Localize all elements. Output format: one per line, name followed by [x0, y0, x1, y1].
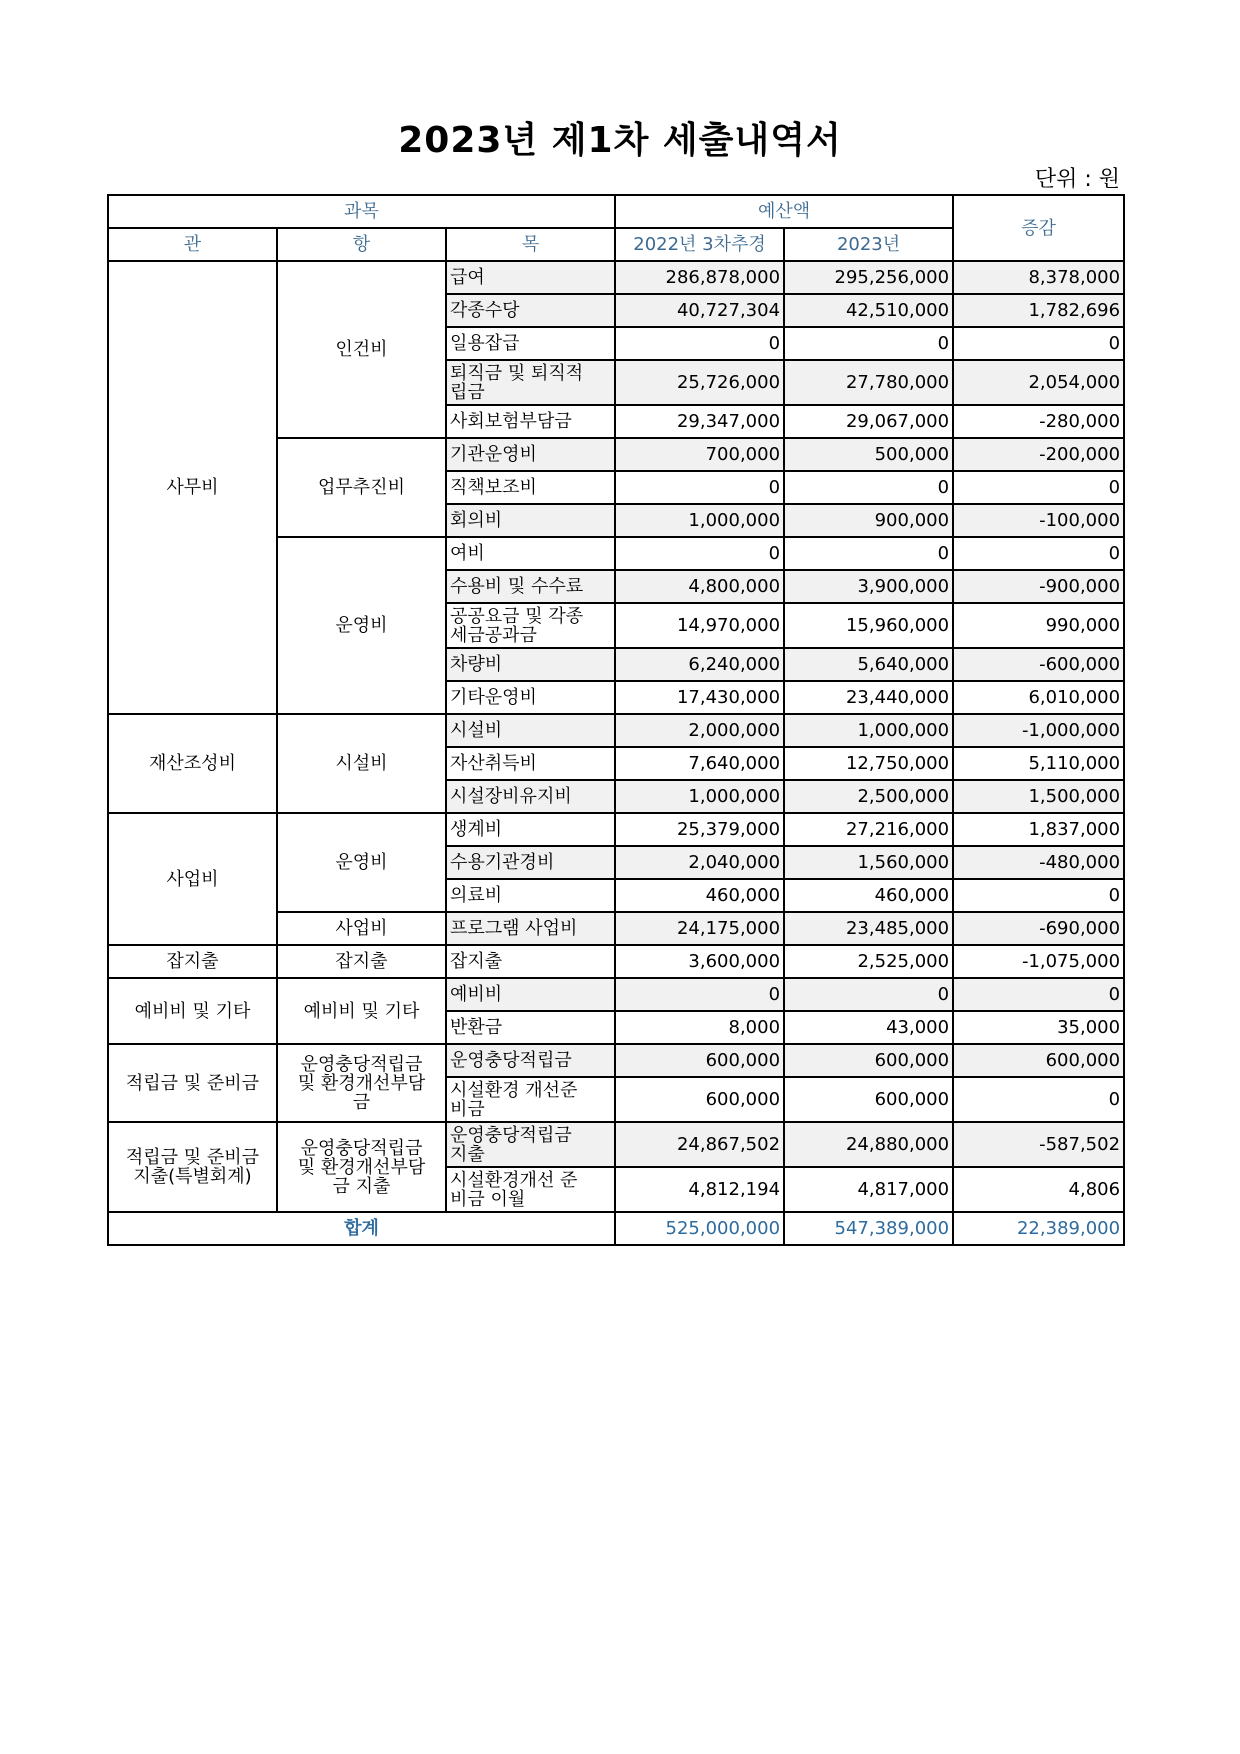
hang-line: 및 환경개선부담 — [297, 1156, 426, 1178]
prev-value: 6,240,000 — [615, 648, 784, 681]
total-prev: 525,000,000 — [615, 1212, 784, 1245]
header-budget: 예산액 — [615, 195, 953, 228]
curr-value: 600,000 — [784, 1077, 953, 1122]
table-row — [108, 261, 1124, 294]
curr-value: 24,880,000 — [784, 1122, 953, 1167]
gwan-line: 지출(특별회계) — [133, 1166, 252, 1187]
curr-value: 500,000 — [784, 438, 953, 471]
prev-value: 4,800,000 — [615, 570, 784, 603]
mok-cell: 자산취득비 — [446, 747, 615, 780]
mok-line: 운영충당적립금 — [450, 1124, 572, 1146]
total-row — [108, 1212, 1124, 1245]
mok-cell: 기관운영비 — [446, 438, 615, 471]
mok-cell: 여비 — [446, 537, 615, 570]
curr-value: 15,960,000 — [784, 603, 953, 648]
diff-value: 0 — [953, 879, 1124, 912]
diff-value: 8,378,000 — [953, 261, 1124, 294]
header-gwamok: 과목 — [108, 195, 615, 228]
mok-cell: 예비비 — [446, 978, 615, 1011]
gwan-line: 적립금 및 준비금 — [125, 1147, 260, 1168]
diff-value: -587,502 — [953, 1122, 1124, 1167]
gwan-cell: 사업비 — [108, 813, 277, 945]
table-row — [108, 1122, 1124, 1167]
curr-value: 27,780,000 — [784, 360, 953, 405]
mok-cell: 차량비 — [446, 648, 615, 681]
prev-value: 4,812,194 — [615, 1167, 784, 1212]
prev-value: 29,347,000 — [615, 405, 784, 438]
hang-line: 운영충당적립금 — [300, 1053, 423, 1075]
mok-line: 퇴직금 및 퇴직적 — [450, 362, 584, 384]
hang-cell: 시설비 — [277, 714, 446, 813]
prev-value: 40,727,304 — [615, 294, 784, 327]
curr-value: 0 — [784, 327, 953, 360]
mok-line: 세금공과금 — [450, 624, 537, 646]
curr-value: 27,216,000 — [784, 813, 953, 846]
hang-line: 금 — [352, 1091, 371, 1113]
prev-value: 0 — [615, 537, 784, 570]
diff-value: 1,782,696 — [953, 294, 1124, 327]
diff-value: -900,000 — [953, 570, 1124, 603]
curr-value: 0 — [784, 537, 953, 570]
mok-cell: 반환금 — [446, 1011, 615, 1044]
mok-cell — [446, 603, 615, 648]
diff-value: -690,000 — [953, 912, 1124, 945]
hang-cell: 운영비 — [277, 537, 446, 714]
mok-line: 공공요금 및 각종 — [450, 605, 584, 627]
header-change: 증감 — [953, 195, 1124, 261]
table-row — [108, 945, 1124, 978]
curr-value: 42,510,000 — [784, 294, 953, 327]
header-col-prev: 2022년 3차추경 — [615, 228, 784, 261]
total-curr: 547,389,000 — [784, 1212, 953, 1245]
gwan-cell: 사무비 — [108, 261, 277, 714]
gwan-cell — [108, 1122, 277, 1212]
mok-cell: 기타운영비 — [446, 681, 615, 714]
header-mok: 목 — [446, 228, 615, 261]
prev-value: 14,970,000 — [615, 603, 784, 648]
diff-value: 0 — [953, 978, 1124, 1011]
mok-cell: 프로그램 사업비 — [446, 912, 615, 945]
prev-value: 3,600,000 — [615, 945, 784, 978]
prev-value: 25,379,000 — [615, 813, 784, 846]
curr-value: 12,750,000 — [784, 747, 953, 780]
diff-value: -200,000 — [953, 438, 1124, 471]
prev-value: 24,175,000 — [615, 912, 784, 945]
diff-value: -600,000 — [953, 648, 1124, 681]
gwan-cell: 예비비 및 기타 — [108, 978, 277, 1044]
diff-value: 0 — [953, 537, 1124, 570]
hang-cell: 운영비 — [277, 813, 446, 912]
expense-table — [107, 194, 1125, 1246]
diff-value: 4,806 — [953, 1167, 1124, 1212]
diff-value: -1,000,000 — [953, 714, 1124, 747]
curr-value: 0 — [784, 978, 953, 1011]
curr-value: 2,525,000 — [784, 945, 953, 978]
diff-value: -480,000 — [953, 846, 1124, 879]
curr-value: 2,500,000 — [784, 780, 953, 813]
mok-cell: 수용기관경비 — [446, 846, 615, 879]
table-row — [108, 978, 1124, 1011]
hang-cell: 예비비 및 기타 — [277, 978, 446, 1044]
curr-value: 900,000 — [784, 504, 953, 537]
diff-value: 600,000 — [953, 1044, 1124, 1077]
mok-line: 지출 — [450, 1143, 485, 1165]
diff-value: 5,110,000 — [953, 747, 1124, 780]
mok-cell — [446, 360, 615, 405]
header-col-curr: 2023년 — [784, 228, 953, 261]
diff-value: 990,000 — [953, 603, 1124, 648]
mok-cell — [446, 1167, 615, 1212]
curr-value: 4,817,000 — [784, 1167, 953, 1212]
table-row — [108, 714, 1124, 747]
prev-value: 2,040,000 — [615, 846, 784, 879]
curr-value: 295,256,000 — [784, 261, 953, 294]
hang-line: 및 환경개선부담 — [297, 1072, 426, 1094]
diff-value: -280,000 — [953, 405, 1124, 438]
hang-cell — [277, 1044, 446, 1122]
mok-cell: 잡지출 — [446, 945, 615, 978]
mok-cell: 일용잡급 — [446, 327, 615, 360]
total-diff: 22,389,000 — [953, 1212, 1124, 1245]
mok-line: 시설환경개선 준 — [450, 1169, 578, 1191]
prev-value: 0 — [615, 327, 784, 360]
prev-value: 0 — [615, 978, 784, 1011]
prev-value: 1,000,000 — [615, 780, 784, 813]
curr-value: 0 — [784, 471, 953, 504]
curr-value: 23,485,000 — [784, 912, 953, 945]
mok-cell — [446, 1077, 615, 1122]
prev-value: 17,430,000 — [615, 681, 784, 714]
prev-value: 25,726,000 — [615, 360, 784, 405]
curr-value: 460,000 — [784, 879, 953, 912]
diff-value: -1,075,000 — [953, 945, 1124, 978]
gwan-cell: 잡지출 — [108, 945, 277, 978]
diff-value: -100,000 — [953, 504, 1124, 537]
mok-cell: 시설장비유지비 — [446, 780, 615, 813]
hang-cell — [277, 1122, 446, 1212]
prev-value: 600,000 — [615, 1077, 784, 1122]
prev-value: 8,000 — [615, 1011, 784, 1044]
diff-value: 1,500,000 — [953, 780, 1124, 813]
hang-cell: 인건비 — [277, 261, 446, 438]
diff-value: 2,054,000 — [953, 360, 1124, 405]
hang-cell: 업무추진비 — [277, 438, 446, 537]
diff-value: 6,010,000 — [953, 681, 1124, 714]
prev-value: 2,000,000 — [615, 714, 784, 747]
prev-value: 700,000 — [615, 438, 784, 471]
hang-cell: 사업비 — [277, 912, 446, 945]
gwan-cell: 적립금 및 준비금 — [108, 1044, 277, 1122]
mok-cell: 생계비 — [446, 813, 615, 846]
page-title: 2023년 제1차 세출내역서 — [398, 120, 842, 161]
mok-cell — [446, 1122, 615, 1167]
mok-line: 비금 이월 — [450, 1188, 526, 1210]
prev-value: 600,000 — [615, 1044, 784, 1077]
prev-value: 460,000 — [615, 879, 784, 912]
diff-value: 1,837,000 — [953, 813, 1124, 846]
diff-value: 35,000 — [953, 1011, 1124, 1044]
prev-value: 24,867,502 — [615, 1122, 784, 1167]
mok-cell: 각종수당 — [446, 294, 615, 327]
mok-cell: 수용비 및 수수료 — [446, 570, 615, 603]
mok-line: 시설환경 개선준 — [450, 1079, 578, 1101]
mok-cell: 사회보험부담금 — [446, 405, 615, 438]
header-hang: 항 — [277, 228, 446, 261]
gwan-cell: 재산조성비 — [108, 714, 277, 813]
mok-cell: 운영충당적립금 — [446, 1044, 615, 1077]
unit-label: 단위 : 원 — [1034, 167, 1120, 192]
curr-value: 3,900,000 — [784, 570, 953, 603]
prev-value: 7,640,000 — [615, 747, 784, 780]
diff-value: 0 — [953, 327, 1124, 360]
hang-cell: 잡지출 — [277, 945, 446, 978]
curr-value: 43,000 — [784, 1011, 953, 1044]
hang-line: 금 지출 — [332, 1175, 391, 1197]
diff-value: 0 — [953, 1077, 1124, 1122]
mok-cell: 직책보조비 — [446, 471, 615, 504]
mok-line: 립금 — [450, 381, 485, 403]
total-label: 합계 — [108, 1212, 615, 1245]
header-gwan: 관 — [108, 228, 277, 261]
prev-value: 286,878,000 — [615, 261, 784, 294]
prev-value: 0 — [615, 471, 784, 504]
mok-cell: 의료비 — [446, 879, 615, 912]
mok-cell: 급여 — [446, 261, 615, 294]
curr-value: 600,000 — [784, 1044, 953, 1077]
curr-value: 1,000,000 — [784, 714, 953, 747]
curr-value: 23,440,000 — [784, 681, 953, 714]
table-row — [108, 1044, 1124, 1077]
curr-value: 5,640,000 — [784, 648, 953, 681]
diff-value: 0 — [953, 471, 1124, 504]
mok-line: 비금 — [450, 1098, 485, 1120]
mok-cell: 시설비 — [446, 714, 615, 747]
curr-value: 29,067,000 — [784, 405, 953, 438]
header-row — [108, 195, 1124, 228]
table-row — [108, 813, 1124, 846]
curr-value: 1,560,000 — [784, 846, 953, 879]
mok-cell: 회의비 — [446, 504, 615, 537]
prev-value: 1,000,000 — [615, 504, 784, 537]
hang-line: 운영충당적립금 — [300, 1137, 423, 1159]
